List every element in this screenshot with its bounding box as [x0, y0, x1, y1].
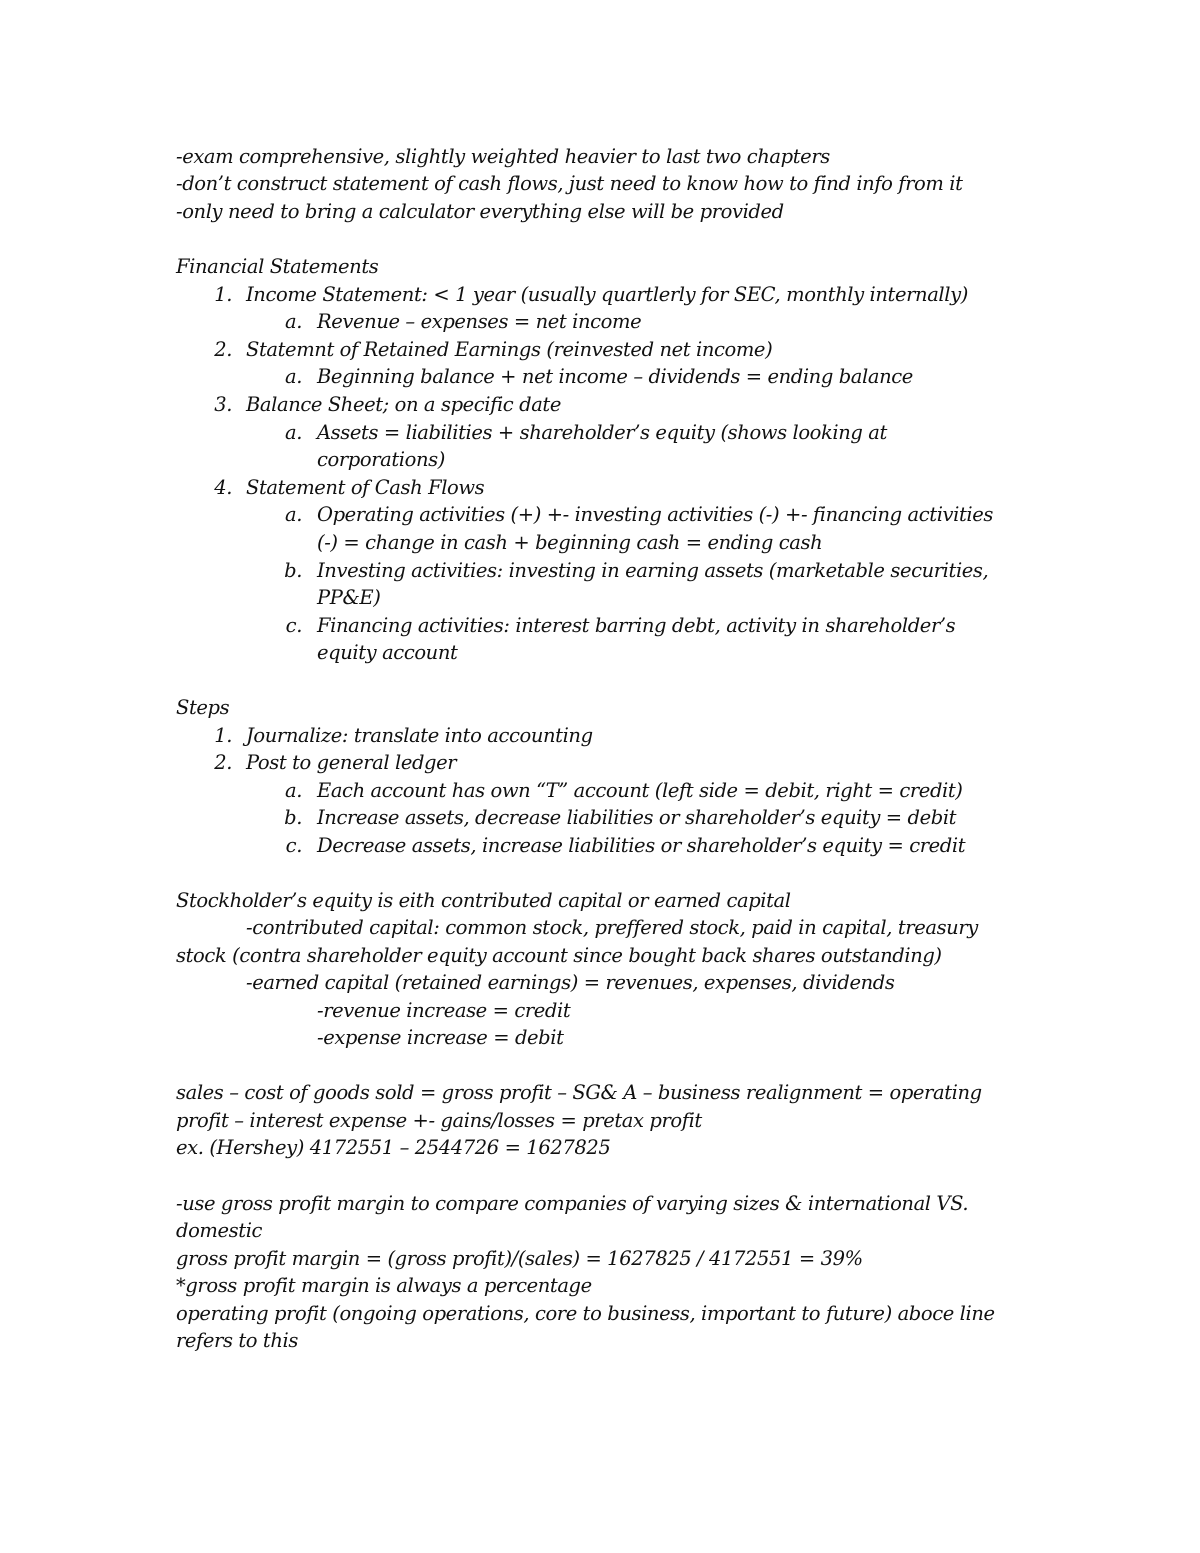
sub-list-marker: b. — [284, 559, 302, 582]
margin-line-3: gross profit margin = (gross profit)/(sales) = 1627825 / 4172551 = 39% — [176, 1247, 863, 1270]
sub-list-marker: c. — [285, 834, 302, 857]
intro-line-2: -don’t construct statement of cash flows, just need to know how to find info from it — [176, 172, 963, 195]
sub-list-marker: a. — [284, 421, 302, 444]
list-item: Post to general ledger — [246, 751, 457, 774]
sub-list-item-continued: PP&E) — [317, 586, 381, 609]
sub-list-item: Decrease assets, increase liabilities or shareholder’s equity = credit — [317, 834, 966, 857]
sub-list-item: Assets = liabilities + shareholder’s equity (shows looking at — [317, 421, 887, 444]
sub-list-marker: b. — [284, 806, 302, 829]
profit-line-3: ex. (Hershey) 4172551 – 2544726 = 1627825 — [176, 1136, 611, 1159]
list-item: Balance Sheet; on a specific date — [246, 393, 562, 416]
intro-line-3: -only need to bring a calculator everything else will be provided — [176, 200, 784, 223]
margin-line-4: *gross profit margin is always a percentage — [176, 1274, 592, 1297]
steps-heading: Steps — [176, 696, 230, 719]
margin-line-1: -use gross profit margin to compare companies of varying sizes & international VS. — [176, 1192, 969, 1215]
list-marker: 4. — [214, 476, 232, 499]
sub-list-item: Operating activities (+) +- investing activities (-) +- financing activities — [317, 503, 994, 526]
sub-list-item: Investing activities: investing in earning assets (marketable securities, — [317, 559, 989, 582]
list-item: Statemnt of Retained Earnings (reinvested net income) — [246, 338, 773, 361]
sub-list-marker: a. — [284, 503, 302, 526]
sub-list-item: Revenue – expenses = net income — [317, 310, 642, 333]
list-marker: 1. — [214, 283, 232, 306]
equity-line-3: stock (contra shareholder equity account since bought back shares outstanding) — [176, 944, 942, 967]
equity-line-2: -contributed capital: common stock, preffered stock, paid in capital, treasury — [246, 916, 978, 939]
list-marker: 3. — [214, 393, 232, 416]
profit-line-1: sales – cost of goods sold = gross profit – SG& A – business realignment = operating — [176, 1081, 982, 1104]
intro-line-1: -exam comprehensive, slightly weighted heavier to last two chapters — [176, 145, 830, 168]
sub-list-item: Financing activities: interest barring debt, activity in shareholder’s — [317, 614, 956, 637]
equity-line-1: Stockholder’s equity is eith contributed capital or earned capital — [176, 889, 791, 912]
sub-list-item: Beginning balance + net income – dividends = ending balance — [317, 365, 913, 388]
list-marker: 1. — [214, 724, 232, 747]
list-marker: 2. — [214, 751, 232, 774]
profit-line-2: profit – interest expense +- gains/losses = pretax profit — [176, 1109, 702, 1132]
sub-list-marker: c. — [285, 614, 302, 637]
equity-line-5: -revenue increase = credit — [317, 999, 571, 1022]
sub-list-item: Increase assets, decrease liabilities or shareholder’s equity = debit — [317, 806, 957, 829]
sub-list-item: Each account has own “T” account (left side = debit, right = credit) — [317, 779, 963, 802]
sub-list-marker: a. — [284, 365, 302, 388]
margin-line-5: operating profit (ongoing operations, core to business, important to future) aboce line — [176, 1302, 995, 1325]
list-item: Journalize: translate into accounting — [246, 724, 593, 747]
sub-list-item-continued: equity account — [317, 641, 458, 664]
list-item: Statement of Cash Flows — [246, 476, 485, 499]
sub-list-marker: a. — [284, 779, 302, 802]
margin-line-2: domestic — [176, 1219, 263, 1242]
sub-list-item-continued: corporations) — [317, 448, 445, 471]
financial-statements-heading: Financial Statements — [176, 255, 379, 278]
sub-list-marker: a. — [284, 310, 302, 333]
list-marker: 2. — [214, 338, 232, 361]
equity-line-6: -expense increase = debit — [317, 1026, 564, 1049]
sub-list-item-continued: (-) = change in cash + beginning cash = ending cash — [317, 531, 823, 554]
equity-line-4: -earned capital (retained earnings) = revenues, expenses, dividends — [246, 971, 895, 994]
margin-line-6: refers to this — [176, 1329, 298, 1352]
list-item: Income Statement: < 1 year (usually quartlerly for SEC, monthly internally) — [246, 283, 968, 306]
